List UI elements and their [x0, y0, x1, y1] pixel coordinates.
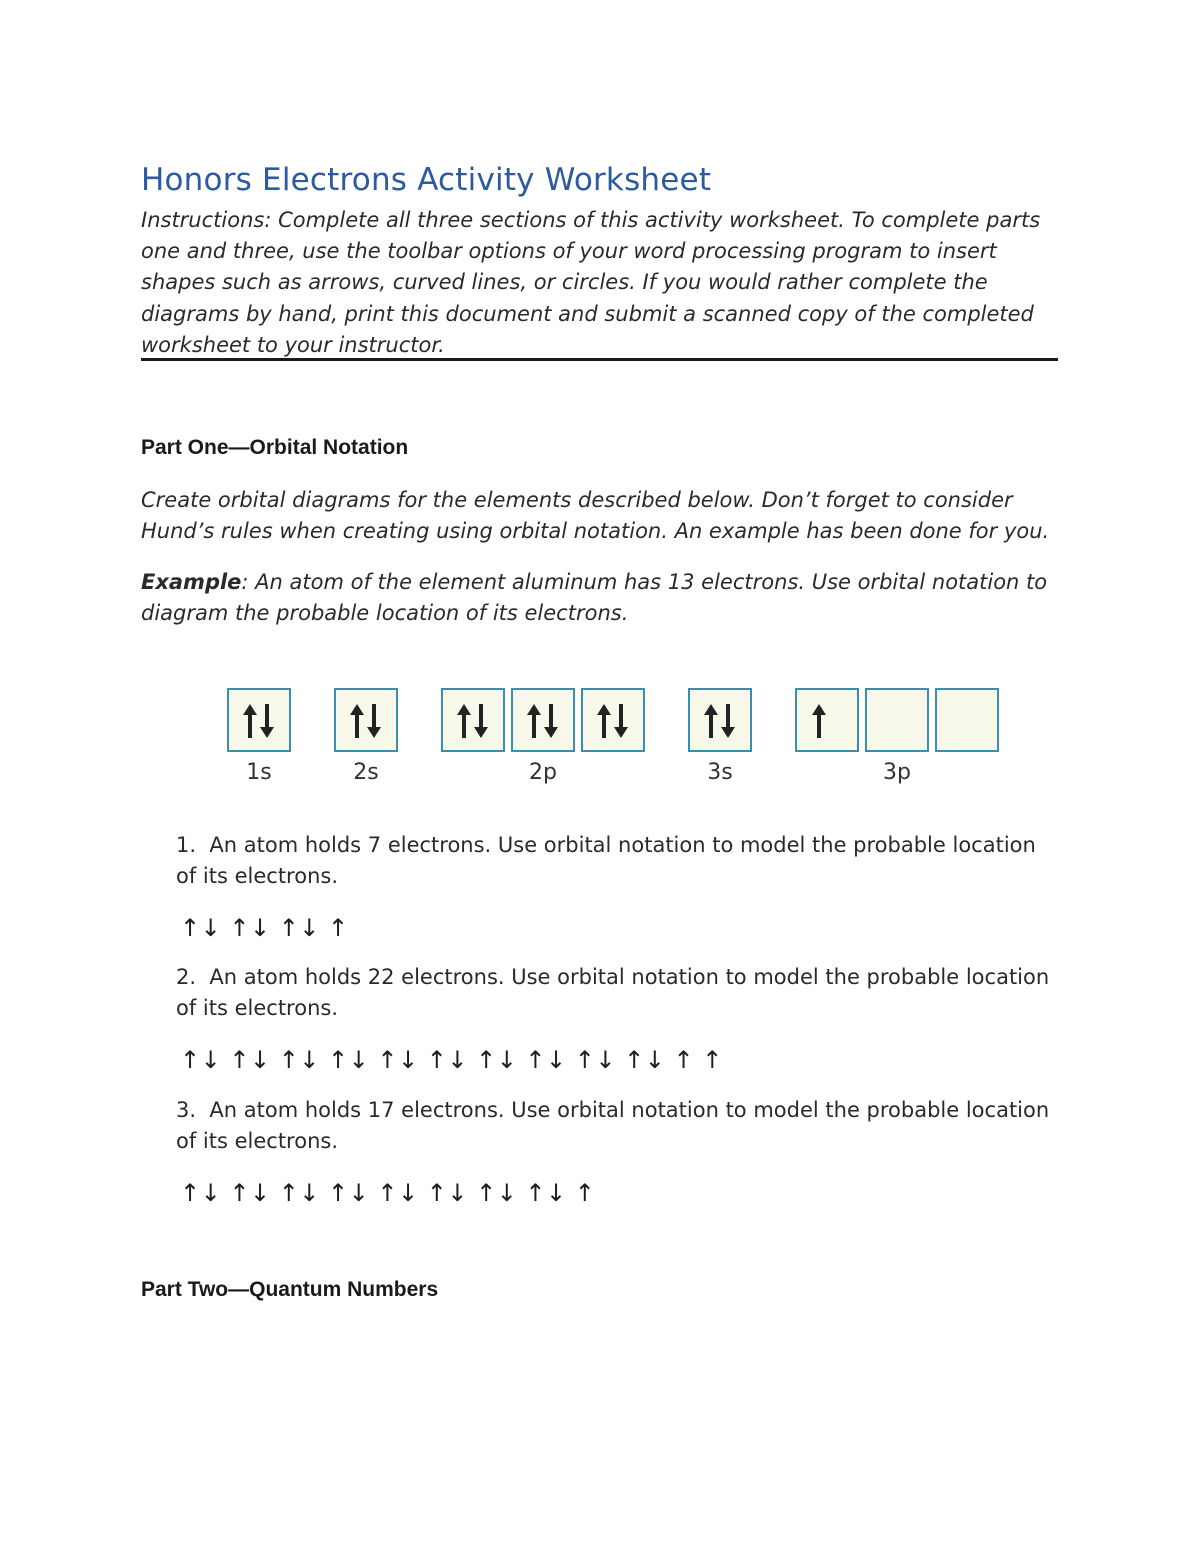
up-arrow-icon	[812, 704, 826, 738]
sublevel-label: 2s	[353, 760, 379, 785]
question-1	[176, 830, 1056, 892]
header-divider	[141, 358, 1058, 361]
orbital-arrows	[867, 690, 927, 750]
part-one-heading: Part One—Orbital Notation	[141, 436, 409, 459]
example-paragraph	[141, 567, 1051, 629]
orbital-arrows	[797, 690, 857, 750]
answer-1: ↑↓ ↑↓ ↑↓ ↑	[180, 914, 349, 942]
question-text: An atom holds 7 electrons. Use orbital notation to model the probable location of its electrons.	[176, 833, 1036, 889]
example-label: Example	[141, 570, 242, 594]
example-text: : An atom of the element aluminum has 13 electrons. Use orbital notation to diagram the probable location of its electrons.	[141, 570, 1048, 626]
up-arrow-icon	[350, 704, 364, 738]
sublevel-label: 3p	[883, 760, 911, 785]
question-text: An atom holds 22 electrons. Use orbital notation to model the probable location of its electrons.	[176, 965, 1050, 1021]
down-arrow-icon	[260, 704, 274, 738]
down-arrow-icon	[544, 704, 558, 738]
down-arrow-icon	[367, 704, 381, 738]
orbital-arrows	[336, 690, 396, 750]
up-arrow-icon	[457, 704, 471, 738]
instructions-text: Instructions: Complete all three sections of this activity worksheet. To complete parts one and three, use the toolbar options of your word processing program to insert shapes such as arrows, curved lines, or circles. If you would rather complete the diagrams by hand, print this document and submit a scanned copy of the completed worksheet to your instructor.	[141, 208, 1041, 357]
sublevel-label: 3s	[707, 760, 733, 785]
up-arrow-icon	[527, 704, 541, 738]
answer-2: ↑↓ ↑↓ ↑↓ ↑↓ ↑↓ ↑↓ ↑↓ ↑↓ ↑↓ ↑↓ ↑ ↑	[180, 1046, 723, 1074]
sublevel-label: 1s	[246, 760, 272, 785]
question-2	[176, 962, 1056, 1024]
orbital-box	[227, 688, 291, 752]
question-number: 1.	[176, 833, 197, 857]
orbital-box	[511, 688, 575, 752]
orbital-arrows	[937, 690, 997, 750]
down-arrow-icon	[614, 704, 628, 738]
worksheet-title: Honors Electrons Activity Worksheet	[141, 162, 712, 198]
orbital-arrows	[583, 690, 643, 750]
orbital-box	[865, 688, 929, 752]
orbital-arrows	[229, 690, 289, 750]
orbital-box	[581, 688, 645, 752]
down-arrow-icon	[721, 704, 735, 738]
orbital-box	[441, 688, 505, 752]
question-number: 2.	[176, 965, 197, 989]
part-two-heading: Part Two—Quantum Numbers	[141, 1278, 439, 1301]
question-3	[176, 1095, 1056, 1157]
orbital-box	[795, 688, 859, 752]
orbital-arrows	[443, 690, 503, 750]
orbital-box	[935, 688, 999, 752]
answer-3: ↑↓ ↑↓ ↑↓ ↑↓ ↑↓ ↑↓ ↑↓ ↑↓ ↑	[180, 1179, 596, 1207]
question-number: 3.	[176, 1098, 197, 1122]
orbital-arrows	[690, 690, 750, 750]
question-text: An atom holds 17 electrons. Use orbital notation to model the probable location of its electrons.	[176, 1098, 1050, 1154]
orbital-arrows	[513, 690, 573, 750]
up-arrow-icon	[243, 704, 257, 738]
part-one-intro: Create orbital diagrams for the elements described below. Don’t forget to consider Hund’s rules when creating using orbital notation. An example has been done for you.	[141, 488, 1050, 544]
orbital-box	[334, 688, 398, 752]
orbital-box	[688, 688, 752, 752]
up-arrow-icon	[597, 704, 611, 738]
down-arrow-icon	[474, 704, 488, 738]
up-arrow-icon	[704, 704, 718, 738]
sublevel-label: 2p	[529, 760, 557, 785]
